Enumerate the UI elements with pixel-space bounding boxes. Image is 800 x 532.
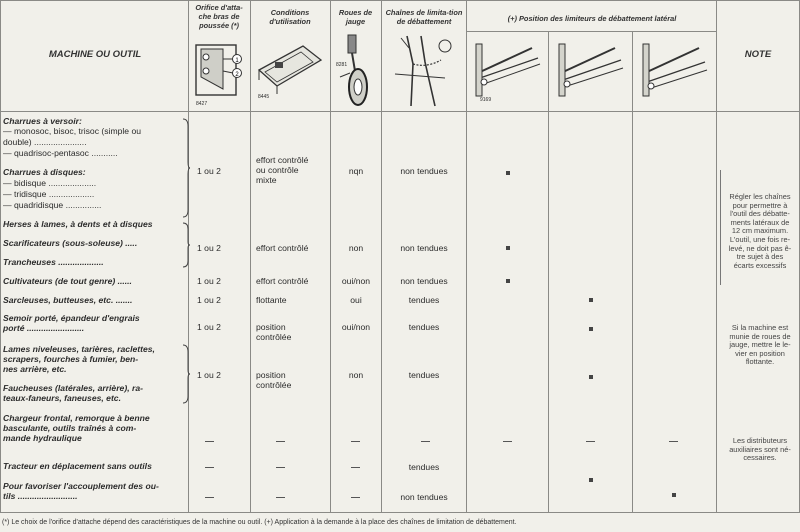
cell-orifice-lames: 1 ou 2 bbox=[197, 370, 221, 380]
row-sarcleuses: Sarcleuses, butteuses, etc. ....... bbox=[3, 295, 133, 305]
note-roues-line: jauge, mettre le le- bbox=[729, 340, 791, 350]
position-1-chargeur-dash bbox=[503, 441, 512, 442]
conditions-lever-image bbox=[255, 40, 327, 102]
limiter-position-1-image bbox=[470, 38, 546, 104]
row-semoir-line1: Semoir porté, épandeur d'engrais bbox=[3, 313, 140, 323]
cell-orifice-charrues: 1 ou 2 bbox=[197, 166, 221, 176]
position-2-marker bbox=[589, 298, 593, 302]
cell-conditions-lames-2: contrôlée bbox=[256, 380, 292, 390]
row-lames-line3: nes arrière, etc. bbox=[3, 364, 67, 374]
cell-conditions-chargeur-dash bbox=[276, 441, 285, 442]
cell-roues-cultivateurs: oui/non bbox=[341, 276, 371, 286]
cell-chaines-charrues: non tendues bbox=[400, 166, 448, 176]
limiter-position-3-image bbox=[637, 38, 713, 104]
row-faucheuses-line1: Faucheuses (latérales, arrière), ra- bbox=[3, 383, 143, 393]
row-faucheuses-line2: teaux-faneurs, faneuses, etc. bbox=[3, 393, 121, 403]
row-cultivateurs: Cultivateurs (de tout genre) ...... bbox=[3, 276, 132, 286]
row-lames-line1: Lames niveleuses, tarières, raclettes, bbox=[3, 344, 155, 354]
col-divider-4 bbox=[330, 0, 331, 512]
cell-chaines-lames: tendues bbox=[408, 370, 440, 380]
row-trancheuses: Trancheuses ................... bbox=[3, 257, 104, 267]
cell-chaines-chargeur-dash bbox=[421, 441, 430, 442]
note-distributeurs bbox=[724, 437, 796, 463]
chain-limiter-image bbox=[385, 34, 463, 108]
cell-roues-semoir: oui/non bbox=[341, 322, 371, 332]
header-note: NOTE bbox=[744, 49, 772, 60]
note-reglage-line: Régler les chaînes bbox=[729, 192, 791, 201]
position-1-marker bbox=[506, 171, 510, 175]
cell-orifice-chargeur-dash bbox=[205, 441, 214, 442]
cell-chaines-semoir: tendues bbox=[408, 322, 440, 332]
header-orifice: Orifice d'atta-che bras de poussée (*) bbox=[195, 3, 243, 30]
note-distributeurs-line: Les distributeurs bbox=[732, 436, 788, 445]
row-charrues-versoir-line4: — quadrisoc-pentasoc ........... bbox=[3, 148, 118, 158]
note-reglage-line: tre sujet à des bbox=[736, 252, 784, 262]
header-machine: MACHINE OU OUTIL bbox=[48, 49, 142, 60]
cell-orifice-semoir: 1 ou 2 bbox=[197, 322, 221, 332]
position-1-marker bbox=[506, 246, 510, 250]
note-roues-line: munie de roues de bbox=[729, 331, 791, 341]
header-divider bbox=[0, 111, 800, 112]
cell-conditions-charrues-1: effort contrôlé bbox=[256, 155, 309, 165]
limiter-position-2-image bbox=[553, 38, 629, 104]
note-reglage-line: levé, ne doit pas ê- bbox=[728, 243, 792, 253]
row-herses: Herses à lames, à dents et à disques bbox=[3, 219, 153, 229]
note-distributeurs-line: auxiliaires sont né- bbox=[729, 444, 791, 454]
cell-conditions-charrues-2: ou contrôle bbox=[256, 165, 299, 175]
svg-text:2: 2 bbox=[235, 72, 239, 78]
col-divider-7 bbox=[548, 31, 549, 512]
cell-roues-tracteur-dash bbox=[351, 467, 360, 468]
group-bracket-2 bbox=[181, 222, 191, 268]
footnote: (*) Le choix de l'orifice d'attache dépend des caractéristiques de la machine ou outil. (+) Application à la demande à la place des chaînes de limitation de débattement. bbox=[2, 519, 517, 526]
cell-orifice-sarcleuses: 1 ou 2 bbox=[197, 295, 221, 305]
position-1-marker bbox=[506, 279, 510, 283]
cell-conditions-cultivateurs: effort contrôlé bbox=[256, 276, 309, 286]
group-bracket-1 bbox=[181, 118, 191, 218]
cell-chaines-cultivateurs: non tendues bbox=[400, 276, 448, 286]
note-roues-line: vier en position bbox=[735, 348, 785, 358]
note-reglage-line: pour permettre à bbox=[732, 200, 788, 210]
row-accouplement-line2: tils ......................... bbox=[3, 491, 78, 501]
col-divider-1 bbox=[0, 0, 1, 512]
cell-conditions-sarcleuses: flottante bbox=[256, 295, 287, 305]
gauge-wheel-image bbox=[334, 33, 378, 109]
note-roues-line: flottante. bbox=[745, 357, 775, 367]
col-divider-9 bbox=[716, 0, 717, 512]
row-charrues-disques-title: Charrues à disques: bbox=[3, 167, 86, 177]
note-reglage-line: 12 cm maximum. bbox=[731, 226, 789, 236]
cell-conditions-semoir-2: contrôlée bbox=[256, 332, 292, 342]
cell-orifice-accouplement-dash bbox=[205, 497, 214, 498]
image-code-8281: 8281 bbox=[336, 62, 348, 68]
image-code-8427: 8427 bbox=[196, 101, 208, 107]
row-chargeur-line2: basculante, outils traînés à com- bbox=[3, 423, 137, 433]
image-code-8445: 8445 bbox=[258, 94, 270, 100]
cell-conditions-semoir-1: position bbox=[256, 322, 286, 332]
cell-roues-sarcleuses: oui bbox=[350, 295, 362, 305]
subheader-line bbox=[466, 31, 716, 32]
row-tracteur: Tracteur en déplacement sans outils bbox=[3, 461, 152, 471]
note-distributeurs-line: cessaires. bbox=[743, 453, 777, 463]
cell-orifice-scarificateurs: 1 ou 2 bbox=[197, 243, 221, 253]
bottom-border bbox=[0, 512, 800, 513]
cell-roues-charrues: nqn bbox=[348, 166, 364, 176]
position-2-marker bbox=[589, 375, 593, 379]
row-charrues-versoir-line2: — monosoc, bisoc, trisoc (simple ou bbox=[3, 126, 142, 136]
note-reglage-line: ments latéraux de bbox=[730, 217, 790, 227]
cell-chaines-scarificateurs: non tendues bbox=[400, 243, 448, 253]
orifice-diagram-image bbox=[193, 37, 247, 107]
note-bracket-line bbox=[720, 170, 721, 285]
col-divider-5 bbox=[381, 0, 382, 512]
row-charrues-disques-line4: — quadridisque ............... bbox=[3, 200, 102, 210]
cell-orifice-tracteur-dash bbox=[205, 467, 214, 468]
position-3-marker bbox=[672, 493, 676, 497]
cell-chaines-tracteur: tendues bbox=[408, 462, 440, 472]
cell-chaines-sarcleuses: tendues bbox=[408, 295, 440, 305]
header-roues: Roues de jauge bbox=[338, 8, 373, 26]
row-accouplement-line1: Pour favoriser l'accouplement des ou- bbox=[3, 481, 159, 491]
cell-conditions-charrues-3: mixte bbox=[256, 175, 277, 185]
row-charrues-disques-line2: — bidisque .................... bbox=[3, 178, 97, 188]
row-charrues-versoir-title: Charrues à versoir: bbox=[3, 116, 82, 126]
note-reglage-line: écarts excessifs bbox=[733, 260, 787, 270]
top-border bbox=[0, 0, 800, 1]
cell-conditions-tracteur-dash bbox=[276, 467, 285, 468]
col-divider-6 bbox=[466, 0, 467, 512]
row-semoir-line2: porté ........................ bbox=[3, 323, 85, 333]
row-chargeur-line1: Chargeur frontal, remorque à benne bbox=[3, 413, 150, 423]
position-2-marker bbox=[589, 478, 593, 482]
col-divider-8 bbox=[632, 31, 633, 512]
row-charrues-disques-line3: — tridisque ................... bbox=[3, 189, 95, 199]
position-2-chargeur-dash bbox=[586, 441, 595, 442]
cell-roues-chargeur-dash bbox=[351, 441, 360, 442]
cell-conditions-accouplement-dash bbox=[276, 497, 285, 498]
cell-orifice-cultivateurs: 1 ou 2 bbox=[197, 276, 221, 286]
note-roues-jauge bbox=[724, 324, 796, 367]
cell-chaines-accouplement: non tendues bbox=[400, 492, 448, 502]
position-3-chargeur-dash bbox=[669, 441, 678, 442]
group-bracket-3 bbox=[181, 344, 191, 404]
col-divider-3 bbox=[250, 0, 251, 512]
image-code-9169: 9169 bbox=[480, 97, 492, 103]
cell-roues-lames: non bbox=[348, 370, 364, 380]
row-charrues-versoir-line3: double) ...................... bbox=[3, 137, 87, 147]
header-chaines: Chaînes de limita-tion de débattement bbox=[385, 8, 463, 26]
cell-roues-scarificateurs: non bbox=[348, 243, 364, 253]
position-2-marker bbox=[589, 327, 593, 331]
header-conditions: Conditions d'utilisation bbox=[269, 8, 311, 26]
svg-text:1: 1 bbox=[235, 58, 239, 64]
note-reglage-line: l'outil des débatte- bbox=[730, 209, 790, 219]
cell-roues-accouplement-dash bbox=[351, 497, 360, 498]
note-roues-line: Si la machine est bbox=[731, 323, 789, 332]
header-position: (+) Position des limiteurs de débattement latéral bbox=[507, 14, 677, 23]
row-scarificateurs: Scarificateurs (sous-soleuse) ..... bbox=[3, 238, 138, 248]
note-reglage bbox=[724, 193, 796, 270]
row-chargeur-line3: mande hydraulique bbox=[3, 433, 82, 443]
note-reglage-line: L'outil, une fois re- bbox=[729, 234, 791, 244]
cell-conditions-scarificateurs: effort contrôlé bbox=[256, 243, 309, 253]
cell-conditions-lames-1: position bbox=[256, 370, 286, 380]
row-lames-line2: scrapers, fourches à fumier, ben- bbox=[3, 354, 139, 364]
